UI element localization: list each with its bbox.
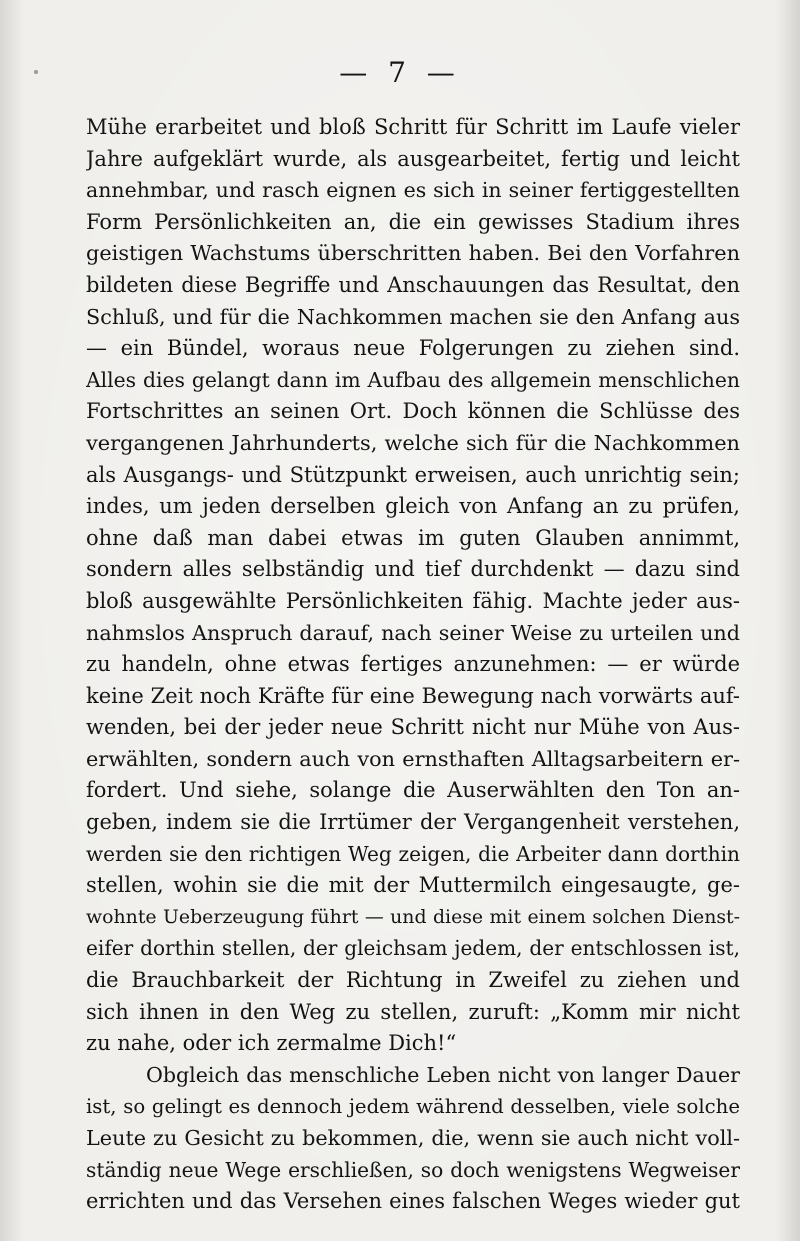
text-line: Fortschrittes an seinen Ort. Doch können die Schlüsse des — [86, 399, 740, 424]
text-line: wenden, bei der jeder neue Schritt nicht nur Mühe von Aus- — [86, 715, 740, 740]
text-line: ohne daß man dabei etwas im guten Glauben annimmt, — [86, 525, 740, 550]
text-line: errichten und das Versehen eines falschen Weges wieder gut — [86, 1189, 740, 1214]
text-line: nahmslos Anspruch darauf, nach seiner Weise zu urteilen und — [86, 620, 740, 645]
text-line: stellen, wohin sie die mit der Muttermilch eingesaugte, ge- — [86, 873, 740, 898]
text-line: erwählten, sondern auch von ernsthaften Alltagsarbeitern er- — [86, 746, 740, 771]
text-line: sich ihnen in den Weg zu stellen, zuruft: „Komm mir nicht — [86, 999, 740, 1024]
page-number: — 7 — — [339, 56, 461, 89]
text-line: wohnte Ueberzeugung führt — und diese mit einem solchen Dienst- — [86, 905, 740, 928]
body-text — [86, 112, 740, 1218]
text-line: keine Zeit noch Kräfte für eine Bewegung nach vorwärts auf- — [86, 683, 740, 708]
text-line: vergangenen Jahrhunderts, welche sich für die Nachkommen — [86, 430, 740, 455]
paragraph-end-line: zu nahe, oder ich zermalme Dich!“ — [86, 1031, 457, 1056]
text-line: bloß ausgewählte Persönlichkeiten fähig. Machte jeder aus- — [86, 588, 740, 613]
text-line: Mühe erarbeitet und bloß Schritt für Schritt im Laufe vieler — [86, 115, 740, 139]
text-line: Form Persönlichkeiten an, die ein gewisses Stadium ihres — [86, 209, 740, 234]
text-line: Leute zu Gesicht zu bekommen, die, wenn sie auch nicht voll- — [86, 1126, 740, 1150]
text-line: fordert. Und siehe, solange die Auserwählten den Ton an- — [86, 778, 740, 803]
text-line: geben, indem sie die Irrtümer der Vergangenheit verstehen, — [86, 810, 740, 835]
text-line: als Ausgangs- und Stützpunkt erweisen, auch unrichtig sein; — [86, 462, 740, 487]
text-line: zu handeln, ohne etwas fertiges anzunehmen: — er würde — [86, 652, 740, 677]
text-line: ist, so gelingt es dennoch jedem während desselben, viele solche — [86, 1095, 740, 1119]
text-line: indes, um jeden derselben gleich von Anfang an zu prüfen, — [86, 494, 740, 519]
text-line: sondern alles selbständig und tief durchdenkt — dazu sind — [86, 557, 740, 582]
text-line: annehmbar, und rasch eignen es sich in seiner fertiggestellten — [86, 178, 740, 203]
text-line: Alles dies gelangt dann im Aufbau des allgemein menschlichen — [86, 367, 740, 392]
text-line: werden sie den richtigen Weg zeigen, die Arbeiter dann dorthin — [86, 841, 740, 866]
text-line: ständig neue Wege erschließen, so doch wenigstens Wegweiser — [86, 1157, 740, 1182]
text-line: — ein Bündel, woraus neue Folgerungen zu ziehen sind. — [86, 336, 740, 361]
paragraph-start-line: Obgleich das menschliche Leben nicht von langer Dauer — [146, 1062, 740, 1087]
text-line: Jahre aufgeklärt wurde, als ausgearbeitet, fertig und leicht — [86, 146, 740, 171]
text-line: bildeten diese Begriffe und Anschauungen das Resultat, den — [86, 272, 740, 297]
text-line: eifer dorthin stellen, der gleichsam jedem, der entschlossen ist, — [86, 936, 740, 961]
text-line: geistigen Wachstums überschritten haben. Bei den Vorfahren — [86, 241, 740, 266]
text-line: die Brauchbarkeit der Richtung in Zweifel zu ziehen und — [86, 968, 740, 993]
text-line: Schluß, und für die Nachkommen machen sie den Anfang aus — [86, 304, 740, 329]
